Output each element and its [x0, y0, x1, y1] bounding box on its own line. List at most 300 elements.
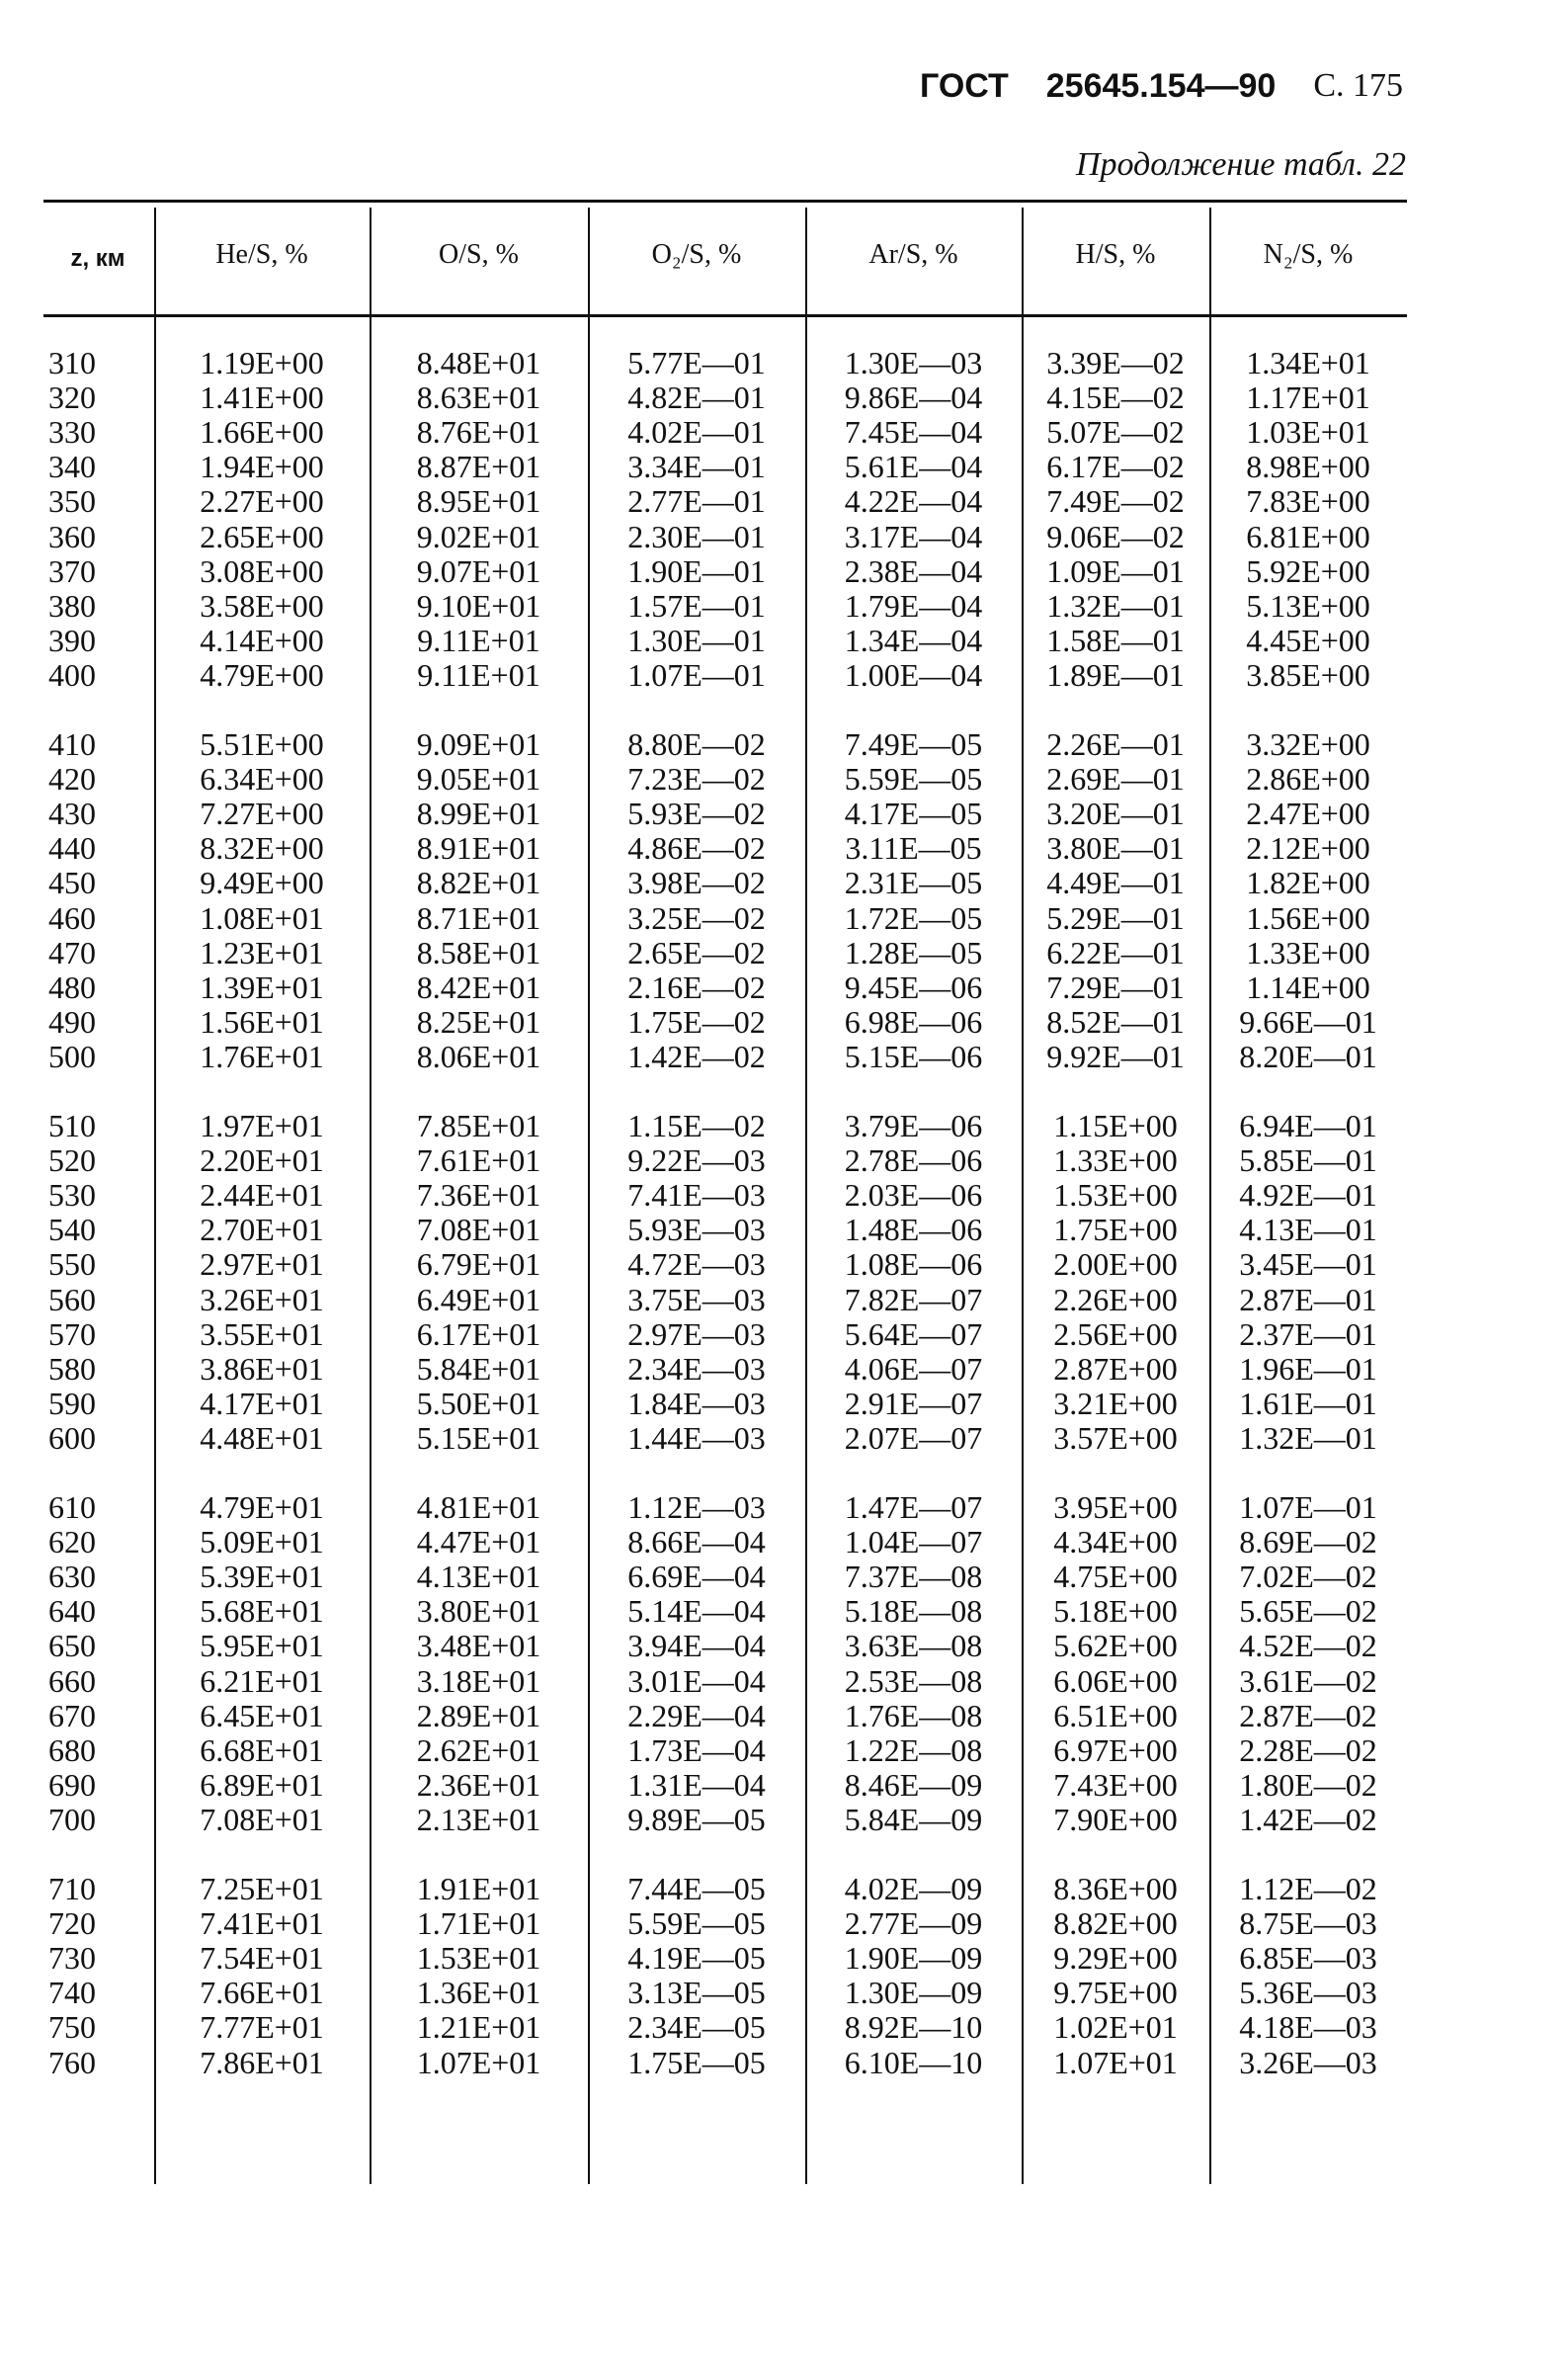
value-cell: 5.59E—05	[844, 761, 983, 798]
value-cell: 4.47E+01	[416, 1524, 541, 1560]
altitude-cell: 570	[48, 1315, 96, 1352]
value-cell: 8.69E—02	[1239, 1524, 1377, 1560]
value-cell: 8.76E+01	[416, 414, 541, 451]
value-cell: 1.75E—02	[627, 1003, 766, 1040]
value-cell: 3.79E—06	[844, 1108, 983, 1143]
value-cell: 8.32E+00	[200, 830, 324, 867]
altitude-cell: 390	[48, 622, 96, 658]
value-cell: 1.57E—01	[627, 587, 766, 624]
value-cell: 1.08E—06	[844, 1246, 983, 1283]
value-cell: 2.13E+01	[416, 1801, 541, 1837]
value-cell: 8.95E+01	[416, 483, 541, 520]
table-row	[43, 1664, 1407, 1699]
table-row	[43, 658, 1407, 693]
table-row	[43, 831, 1407, 866]
table-row	[43, 1421, 1407, 1456]
value-cell: 3.75E—03	[627, 1281, 766, 1317]
table-row	[43, 1872, 1407, 1906]
value-cell: 4.18E—03	[1239, 2009, 1377, 2046]
value-cell: 7.66E+01	[200, 1975, 324, 2011]
value-cell: 3.18E+01	[416, 1662, 541, 1699]
table-row	[43, 1594, 1407, 1629]
value-cell: 5.18E+00	[1053, 1593, 1178, 1630]
value-cell: 2.34E—03	[627, 1350, 766, 1387]
value-cell: 4.48E+01	[200, 1419, 324, 1456]
value-cell: 2.07E—07	[844, 1419, 983, 1456]
value-cell: 4.17E—05	[844, 796, 983, 832]
value-cell: 5.93E—02	[627, 796, 766, 832]
altitude-cell: 430	[48, 796, 96, 832]
value-cell: 4.15E—02	[1046, 379, 1185, 416]
column-header: O/S, %	[439, 239, 519, 270]
altitude-cell: 350	[48, 483, 96, 520]
value-cell: 9.07E+01	[416, 552, 541, 589]
table-row	[43, 901, 1407, 936]
value-cell: 2.69E—01	[1046, 761, 1185, 798]
value-cell: 1.33E+00	[1246, 934, 1370, 970]
value-cell: 1.03E+01	[1246, 414, 1370, 451]
altitude-cell: 560	[48, 1281, 96, 1317]
altitude-cell: 620	[48, 1524, 96, 1560]
value-cell: 1.30E—03	[844, 345, 983, 380]
value-cell: 7.02E—02	[1239, 1559, 1377, 1595]
value-cell: 9.22E—03	[627, 1142, 766, 1179]
value-cell: 4.02E—09	[844, 1871, 983, 1906]
table-row	[43, 1803, 1407, 1837]
value-cell: 1.79E—04	[844, 587, 983, 624]
altitude-cell: 750	[48, 2009, 96, 2046]
value-cell: 6.69E—04	[627, 1559, 766, 1595]
value-cell: 1.07E—01	[627, 656, 766, 693]
value-cell: 2.26E—01	[1046, 726, 1185, 762]
value-cell: 1.71E+01	[416, 1905, 541, 1942]
table-row	[43, 2010, 1407, 2045]
altitude-cell: 720	[48, 1905, 96, 1942]
value-cell: 2.56E+00	[1053, 1315, 1178, 1352]
value-cell: 2.26E+00	[1053, 1281, 1178, 1317]
value-cell: 3.95E+00	[1053, 1489, 1178, 1525]
value-cell: 5.36E—03	[1239, 1975, 1377, 2011]
value-cell: 9.06E—02	[1046, 518, 1185, 554]
value-cell: 5.51E+00	[200, 726, 324, 762]
altitude-cell: 690	[48, 1766, 96, 1803]
value-cell: 7.08E+01	[416, 1212, 541, 1248]
value-cell: 1.56E+00	[1246, 899, 1370, 936]
altitude-cell: 310	[48, 345, 96, 380]
value-cell: 5.13E+00	[1246, 587, 1370, 624]
page-header	[869, 61, 1403, 111]
value-cell: 4.13E—01	[1239, 1212, 1377, 1248]
altitude-cell: 530	[48, 1177, 96, 1214]
value-cell: 1.80E—02	[1239, 1766, 1377, 1803]
value-cell: 7.29E—01	[1046, 969, 1185, 1005]
value-cell: 1.84E—03	[627, 1385, 766, 1421]
value-cell: 7.90E+00	[1053, 1801, 1178, 1837]
value-cell: 9.02E+01	[416, 518, 541, 554]
altitude-cell: 700	[48, 1801, 96, 1837]
value-cell: 6.98E—06	[844, 1003, 983, 1040]
value-cell: 1.07E+01	[416, 2044, 541, 2080]
value-cell: 4.34E+00	[1053, 1524, 1178, 1560]
value-cell: 7.49E—05	[844, 726, 983, 762]
value-cell: 1.82E+00	[1246, 865, 1370, 901]
value-cell: 9.11E+01	[417, 622, 540, 658]
value-cell: 1.31E—04	[627, 1766, 766, 1803]
value-cell: 7.43E+00	[1053, 1766, 1178, 1803]
value-cell: 8.36E+00	[1053, 1871, 1178, 1906]
value-cell: 1.28E—05	[844, 934, 983, 970]
value-cell: 2.87E—01	[1239, 1281, 1377, 1317]
value-cell: 6.34E+00	[200, 761, 324, 798]
value-cell: 3.63E—08	[844, 1628, 983, 1664]
value-cell: 1.53E+00	[1053, 1177, 1178, 1214]
value-cell: 2.47E+00	[1246, 796, 1370, 832]
value-cell: 8.87E+01	[416, 449, 541, 485]
value-cell: 8.71E+01	[416, 899, 541, 936]
value-cell: 9.75E+00	[1053, 1975, 1178, 2011]
value-cell: 3.17E—04	[844, 518, 983, 554]
value-cell: 3.58E+00	[200, 587, 324, 624]
table-row	[43, 1109, 1407, 1143]
table-row	[43, 589, 1407, 624]
value-cell: 3.57E+00	[1053, 1419, 1178, 1456]
table-row	[43, 1629, 1407, 1663]
value-cell: 6.51E+00	[1053, 1697, 1178, 1733]
altitude-cell: 540	[48, 1212, 96, 1248]
value-cell: 9.49E+00	[200, 865, 324, 901]
value-cell: 5.09E+01	[200, 1524, 324, 1560]
value-cell: 3.11E—05	[845, 830, 982, 867]
altitude-cell: 440	[48, 830, 96, 867]
altitude-cell: 760	[48, 2044, 96, 2080]
value-cell: 4.17E+01	[200, 1385, 324, 1421]
table-row	[43, 1283, 1407, 1317]
value-cell: 2.34E—05	[627, 2009, 766, 2046]
value-cell: 2.03E—06	[844, 1177, 983, 1214]
altitude-cell: 680	[48, 1731, 96, 1768]
value-cell: 7.86E+01	[200, 2044, 324, 2080]
value-cell: 1.66E+00	[200, 414, 324, 451]
altitude-cell: 580	[48, 1350, 96, 1387]
column-header: N₂/S, %	[1263, 239, 1354, 270]
altitude-cell: 550	[48, 1246, 96, 1283]
value-cell: 7.49E—02	[1046, 483, 1185, 520]
table-row	[43, 380, 1407, 415]
value-cell: 4.19E—05	[627, 1940, 766, 1977]
value-cell: 3.94E—04	[627, 1628, 766, 1664]
table-top-rule	[43, 200, 1407, 203]
table-row	[43, 797, 1407, 831]
value-cell: 1.61E—01	[1239, 1385, 1377, 1421]
value-cell: 4.14E+00	[200, 622, 324, 658]
value-cell: 8.75E—03	[1239, 1905, 1377, 1942]
value-cell: 8.98E+00	[1246, 449, 1370, 485]
value-cell: 9.89E—05	[627, 1801, 766, 1837]
value-cell: 7.77E+01	[200, 2009, 324, 2046]
value-cell: 1.15E+00	[1053, 1108, 1178, 1143]
value-cell: 2.87E+00	[1053, 1350, 1178, 1387]
altitude-cell: 480	[48, 969, 96, 1005]
value-cell: 4.52E—02	[1239, 1628, 1377, 1664]
value-cell: 2.97E+01	[200, 1246, 324, 1283]
value-cell: 1.33E+00	[1053, 1142, 1178, 1179]
table-row	[43, 1143, 1407, 1178]
value-cell: 3.80E—01	[1046, 830, 1185, 867]
altitude-cell: 510	[48, 1108, 96, 1143]
value-cell: 3.86E+01	[200, 1350, 324, 1387]
value-cell: 3.20E—01	[1046, 796, 1185, 832]
value-cell: 4.92E—01	[1239, 1177, 1377, 1214]
value-cell: 4.13E+01	[416, 1559, 541, 1595]
value-cell: 7.54E+01	[200, 1940, 324, 1977]
value-cell: 5.77E—01	[627, 345, 766, 380]
column-header: He/S, %	[215, 239, 308, 270]
value-cell: 2.27E+00	[200, 483, 324, 520]
value-cell: 8.25E+01	[416, 1003, 541, 1040]
value-cell: 6.45E+01	[200, 1697, 324, 1733]
value-cell: 6.10E—10	[844, 2044, 983, 2080]
value-cell: 3.26E+01	[200, 1281, 324, 1317]
value-cell: 6.94E—01	[1239, 1108, 1377, 1143]
value-cell: 8.92E—10	[844, 2009, 983, 2046]
value-cell: 2.31E—05	[844, 865, 983, 901]
altitude-cell: 450	[48, 865, 96, 901]
value-cell: 5.39E+01	[200, 1559, 324, 1595]
value-cell: 1.91E+01	[416, 1871, 541, 1906]
table-row	[43, 1040, 1407, 1074]
table-row	[43, 1906, 1407, 1941]
value-cell: 1.34E—04	[844, 622, 983, 658]
value-cell: 2.78E—06	[844, 1142, 983, 1179]
value-cell: 4.86E—02	[627, 830, 766, 867]
table-row	[43, 1387, 1407, 1421]
value-cell: 5.07E—02	[1046, 414, 1185, 451]
altitude-cell: 600	[48, 1419, 96, 1456]
altitude-cell: 400	[48, 656, 96, 693]
value-cell: 1.48E—06	[844, 1212, 983, 1248]
value-cell: 5.85E—01	[1239, 1142, 1377, 1179]
value-cell: 1.89E—01	[1046, 656, 1185, 693]
value-cell: 1.47E—07	[844, 1489, 983, 1525]
column-header: z, км	[70, 245, 125, 272]
value-cell: 4.22E—04	[844, 483, 983, 520]
value-cell: 3.21E+00	[1053, 1385, 1178, 1421]
value-cell: 7.85E+01	[416, 1108, 541, 1143]
value-cell: 3.25E—02	[627, 899, 766, 936]
table-row	[43, 450, 1407, 484]
value-cell: 9.92E—01	[1046, 1038, 1185, 1074]
value-cell: 1.75E+00	[1053, 1212, 1178, 1248]
value-cell: 1.53E+01	[416, 1940, 541, 1977]
value-cell: 1.90E—01	[627, 552, 766, 589]
value-cell: 1.94E+00	[200, 449, 324, 485]
value-cell: 6.21E+01	[200, 1662, 324, 1699]
value-cell: 7.61E+01	[416, 1142, 541, 1179]
altitude-cell: 370	[48, 552, 96, 589]
value-cell: 8.48E+01	[416, 345, 541, 380]
value-cell: 5.64E—07	[844, 1315, 983, 1352]
value-cell: 3.26E—03	[1239, 2044, 1377, 2080]
value-cell: 8.06E+01	[416, 1038, 541, 1074]
value-cell: 2.70E+01	[200, 1212, 324, 1248]
table-row	[43, 415, 1407, 450]
altitude-cell: 520	[48, 1142, 96, 1179]
value-cell: 8.46E—09	[844, 1766, 983, 1803]
value-cell: 8.99E+01	[416, 796, 541, 832]
value-cell: 2.36E+01	[416, 1766, 541, 1803]
table-row	[43, 1941, 1407, 1976]
value-cell: 6.17E—02	[1046, 449, 1185, 485]
value-cell: 1.12E—03	[627, 1489, 766, 1525]
value-cell: 6.81E+00	[1246, 518, 1370, 554]
value-cell: 5.14E—04	[627, 1593, 766, 1630]
table-row	[43, 624, 1407, 658]
value-cell: 1.07E—01	[1239, 1489, 1377, 1525]
altitude-cell: 490	[48, 1003, 96, 1040]
value-cell: 4.49E—01	[1046, 865, 1185, 901]
value-cell: 1.12E—02	[1239, 1871, 1377, 1906]
column-header: H/S, %	[1075, 239, 1156, 270]
value-cell: 1.30E—09	[844, 1975, 983, 2011]
value-cell: 3.85E+00	[1246, 656, 1370, 693]
value-cell: 2.65E+00	[200, 518, 324, 554]
value-cell: 1.58E—01	[1046, 622, 1185, 658]
value-cell: 8.42E+01	[416, 969, 541, 1005]
table-header-rule	[43, 314, 1407, 317]
value-cell: 4.02E—01	[627, 414, 766, 451]
value-cell: 2.86E+00	[1246, 761, 1370, 798]
value-cell: 3.08E+00	[200, 552, 324, 589]
value-cell: 6.06E+00	[1053, 1662, 1178, 1699]
value-cell: 1.76E+01	[200, 1038, 324, 1074]
value-cell: 1.34E+01	[1246, 345, 1370, 380]
value-cell: 1.41E+00	[200, 379, 324, 416]
value-cell: 3.45E—01	[1239, 1246, 1377, 1283]
altitude-cell: 380	[48, 587, 96, 624]
value-cell: 5.95E+01	[200, 1628, 324, 1664]
altitude-cell: 590	[48, 1385, 96, 1421]
value-cell: 7.41E—03	[627, 1177, 766, 1214]
value-cell: 9.05E+01	[416, 761, 541, 798]
value-cell: 2.44E+01	[200, 1177, 324, 1214]
value-cell: 7.45E—04	[844, 414, 983, 451]
value-cell: 1.09E—01	[1046, 552, 1185, 589]
value-cell: 1.07E+01	[1053, 2044, 1178, 2080]
value-cell: 7.83E+00	[1246, 483, 1370, 520]
value-cell: 2.53E—08	[844, 1662, 983, 1699]
value-cell: 1.36E+01	[416, 1975, 541, 2011]
value-cell: 7.37E—08	[844, 1559, 983, 1595]
value-cell: 5.15E—06	[844, 1038, 983, 1074]
value-cell: 8.63E+01	[416, 379, 541, 416]
table-row	[43, 1976, 1407, 2010]
value-cell: 7.82E—07	[844, 1281, 983, 1317]
value-cell: 5.84E—09	[844, 1801, 983, 1837]
value-cell: 5.18E—08	[844, 1593, 983, 1630]
standard-number: 25645.154—90	[1045, 66, 1277, 105]
table-row	[43, 484, 1407, 519]
table-row	[43, 1768, 1407, 1803]
value-cell: 2.87E—02	[1239, 1697, 1377, 1733]
value-cell: 9.29E+00	[1053, 1940, 1178, 1977]
value-cell: 1.72E—05	[844, 899, 983, 936]
value-cell: 8.20E—01	[1239, 1038, 1377, 1074]
value-cell: 8.66E—04	[627, 1524, 766, 1560]
table-row	[43, 1733, 1407, 1768]
value-cell: 2.16E—02	[627, 969, 766, 1005]
value-cell: 1.21E+01	[416, 2009, 541, 2046]
value-cell: 5.68E+01	[200, 1593, 324, 1630]
value-cell: 1.30E—01	[627, 622, 766, 658]
value-cell: 5.65E—02	[1239, 1593, 1377, 1630]
table-row	[43, 1213, 1407, 1247]
value-cell: 1.14E+00	[1246, 969, 1370, 1005]
table-row	[43, 1490, 1407, 1525]
value-cell: 1.39E+01	[200, 969, 324, 1005]
value-cell: 6.68E+01	[200, 1731, 324, 1768]
table-row	[43, 1317, 1407, 1352]
value-cell: 5.15E+01	[416, 1419, 541, 1456]
value-cell: 3.61E—02	[1239, 1662, 1377, 1699]
column-header: O₂/S, %	[651, 239, 742, 270]
value-cell: 5.84E+01	[416, 1350, 541, 1387]
value-cell: 6.85E—03	[1239, 1940, 1377, 1977]
altitude-cell: 410	[48, 726, 96, 762]
value-cell: 8.58E+01	[416, 934, 541, 970]
altitude-cell: 670	[48, 1697, 96, 1733]
value-cell: 3.48E+01	[416, 1628, 541, 1664]
altitude-cell: 360	[48, 518, 96, 554]
value-cell: 1.97E+01	[200, 1108, 324, 1143]
value-cell: 5.92E+00	[1246, 552, 1370, 589]
page-number: С. 175	[1313, 67, 1403, 104]
value-cell: 1.00E—04	[844, 656, 983, 693]
value-cell: 2.62E+01	[416, 1731, 541, 1768]
value-cell: 1.02E+01	[1053, 2009, 1178, 2046]
altitude-cell: 470	[48, 934, 96, 970]
value-cell: 6.49E+01	[416, 1281, 541, 1317]
value-cell: 9.66E—01	[1239, 1003, 1377, 1040]
table-row	[43, 1178, 1407, 1213]
value-cell: 4.79E+01	[200, 1489, 324, 1525]
value-cell: 6.97E+00	[1053, 1731, 1178, 1768]
altitude-cell: 710	[48, 1871, 96, 1906]
table-row	[43, 936, 1407, 970]
table-row	[43, 1352, 1407, 1387]
value-cell: 2.37E—01	[1239, 1315, 1377, 1352]
altitude-cell: 340	[48, 449, 96, 485]
standard-label: ГОСТ	[920, 66, 1009, 105]
value-cell: 2.77E—09	[844, 1905, 983, 1942]
value-cell: 1.42E—02	[1239, 1801, 1377, 1837]
value-cell: 2.97E—03	[627, 1315, 766, 1352]
value-cell: 6.22E—01	[1046, 934, 1185, 970]
table-row	[43, 762, 1407, 797]
value-cell: 3.55E+01	[200, 1315, 324, 1352]
value-cell: 8.91E+01	[416, 830, 541, 867]
value-cell: 7.27E+00	[200, 796, 324, 832]
value-cell: 8.80E—02	[627, 726, 766, 762]
value-cell: 5.62E+00	[1053, 1628, 1178, 1664]
value-cell: 4.79E+00	[200, 656, 324, 693]
value-cell: 2.30E—01	[627, 518, 766, 554]
value-cell: 4.06E—07	[844, 1350, 983, 1387]
value-cell: 1.73E—04	[627, 1731, 766, 1768]
value-cell: 3.34E—01	[627, 449, 766, 485]
value-cell: 6.17E+01	[416, 1315, 541, 1352]
value-cell: 4.45E+00	[1246, 622, 1370, 658]
value-cell: 1.04E—07	[844, 1524, 983, 1560]
